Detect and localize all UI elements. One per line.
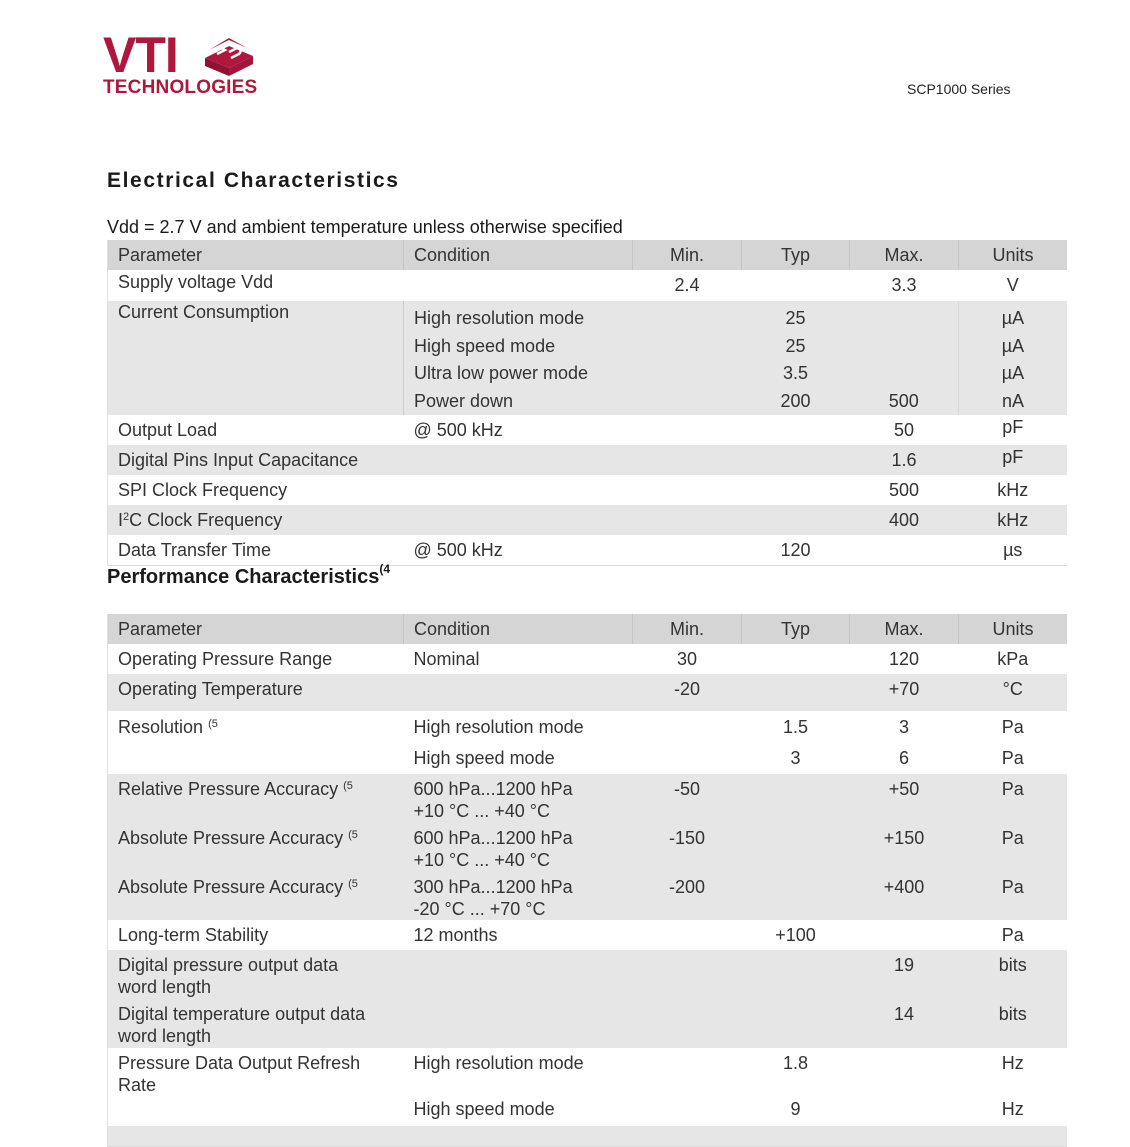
col-typ: Typ (742, 240, 850, 270)
cell-max: 120 (850, 644, 959, 674)
cell-parameter: Operating Temperature (108, 674, 404, 711)
units-line: µA (1001, 363, 1025, 383)
cell-max (850, 1126, 959, 1146)
cell-units: Pa (959, 711, 1068, 743)
cell-max: 400 (850, 505, 959, 535)
cell-typ: +100 (742, 920, 850, 950)
table-row (108, 999, 1068, 1048)
cell-max: +150 (850, 823, 959, 872)
col-max: Max. (850, 614, 959, 644)
cell-condition (404, 872, 633, 920)
cell-typ: 1.5 (742, 711, 850, 743)
param-line: word length (118, 977, 212, 997)
cell-units: bits (959, 950, 1068, 999)
cell-condition (404, 823, 633, 872)
cell-units: bits (959, 999, 1068, 1048)
cell-parameter: Current Consumption (108, 301, 404, 415)
param-prefix: I (118, 510, 124, 530)
electrical-note: Vdd = 2.7 V and ambient temperature unless otherwise specified (107, 217, 623, 237)
cell-parameter: Supply voltage Vdd (108, 270, 404, 301)
cell-units: Pa (959, 774, 1068, 823)
cell-units: Pa (959, 823, 1068, 872)
col-parameter: Parameter (108, 614, 404, 644)
cell-max (850, 301, 959, 415)
cell-parameter (108, 743, 404, 774)
cell-min (633, 711, 742, 743)
table-row (108, 270, 1068, 301)
cell-min: -150 (633, 823, 742, 872)
param-text: Absolute Pressure Accuracy (118, 828, 344, 848)
cell-max: +400 (850, 872, 959, 920)
condition-line: +10 °C ... +40 °C (413, 850, 550, 870)
cell-typ (742, 505, 850, 535)
table-row (108, 920, 1068, 950)
cell-condition: High speed mode (404, 743, 633, 774)
col-typ: Typ (742, 614, 850, 644)
table-row (108, 1048, 1068, 1096)
condition-line: -20 °C ... +70 °C (413, 899, 546, 919)
cell-parameter: Output Load (108, 415, 404, 445)
param-superscript: 2 (123, 511, 130, 523)
cell-condition: @ 500 kHz (404, 535, 633, 566)
cell-typ (742, 415, 850, 445)
cell-parameter (108, 1048, 404, 1096)
cell-min (633, 445, 742, 475)
table-header (108, 614, 1068, 644)
condition-line: 300 hPa...1200 hPa (413, 877, 573, 897)
cell-units: Pa (959, 920, 1068, 950)
param-text: Relative Pressure Accuracy (118, 779, 339, 799)
typ-line: 25 (785, 308, 806, 328)
cell-condition: 12 months (404, 920, 633, 950)
cell-max (850, 1048, 959, 1096)
typ-line: 3.5 (782, 363, 809, 383)
table-row (108, 950, 1068, 999)
cell-parameter (108, 774, 404, 823)
cell-parameter: Data Transfer Time (108, 535, 404, 566)
param-text: Resolution (118, 717, 204, 737)
col-min: Min. (633, 240, 742, 270)
table-row (108, 644, 1068, 674)
table-row (108, 475, 1068, 505)
cell-condition: @ 500 kHz (404, 415, 633, 445)
cell-typ: 3 (742, 743, 850, 774)
cell-min: -50 (633, 774, 742, 823)
cell-condition: High speed mode (404, 1096, 633, 1126)
cell-typ (742, 644, 850, 674)
cell-max: +50 (850, 774, 959, 823)
footnote-ref: (5 (348, 829, 358, 841)
cell-min (633, 535, 742, 566)
cell-min (633, 1048, 742, 1096)
param-line: Rate (118, 1075, 157, 1095)
footnote-ref: (5 (343, 780, 353, 792)
footnote-ref: (5 (348, 878, 358, 890)
cell-max: 3.3 (850, 270, 959, 301)
col-condition: Condition (404, 614, 633, 644)
cell-condition (404, 301, 633, 415)
param-text: C Clock Frequency (129, 510, 283, 530)
cell-min (633, 999, 742, 1048)
col-condition: Condition (404, 240, 633, 270)
performance-title (107, 562, 391, 589)
cell-max: 1.6 (850, 445, 959, 475)
series-label: SCP1000 Series (907, 81, 1011, 97)
electrical-title: Electrical Characteristics (107, 169, 400, 192)
cell-parameter: Operating Pressure Range (108, 644, 404, 674)
cell-min (633, 743, 742, 774)
performance-title-text: Performance Characteristics (107, 566, 380, 588)
cell-condition (404, 950, 633, 999)
cell-typ (742, 270, 850, 301)
cell-parameter (108, 711, 404, 743)
cell-units: kPa (959, 644, 1068, 674)
typ-line: 25 (785, 335, 806, 356)
cell-typ (742, 823, 850, 872)
cell-max: 3 (850, 711, 959, 743)
units-line: nA (1001, 390, 1025, 411)
cell-units: pF (959, 445, 1068, 475)
cell-typ (742, 950, 850, 999)
cell-parameter (108, 950, 404, 999)
footnote-ref: (4 (379, 562, 391, 576)
cell-min (633, 301, 742, 415)
table-row (108, 872, 1068, 920)
cell-typ (742, 1126, 850, 1146)
logo-subtext: TECHNOLOGIES (103, 77, 258, 98)
cell-min: 30 (633, 644, 742, 674)
condition-line: 600 hPa...1200 hPa (413, 779, 573, 799)
table-row (108, 743, 1068, 774)
col-min: Min. (633, 614, 742, 644)
table-row (108, 505, 1068, 535)
cell-parameter (108, 1096, 404, 1126)
cell-max (850, 1096, 959, 1126)
cell-typ (742, 475, 850, 505)
cell-parameter (108, 999, 404, 1048)
cell-parameter (108, 1126, 404, 1146)
cell-units (959, 301, 1068, 415)
cell-condition (404, 445, 633, 475)
table-row (108, 415, 1068, 445)
table-row (108, 535, 1068, 566)
table-row (108, 445, 1068, 475)
cell-min (633, 920, 742, 950)
cell-condition: High resolution mode (404, 1048, 633, 1096)
cell-max: 50 (850, 415, 959, 445)
cell-condition: Nominal (404, 644, 633, 674)
cell-min (633, 950, 742, 999)
cell-units: kHz (959, 475, 1068, 505)
col-max: Max. (850, 240, 959, 270)
cell-min (633, 505, 742, 535)
col-units: Units (959, 614, 1068, 644)
cell-min (633, 1096, 742, 1126)
cell-max: 14 (850, 999, 959, 1048)
footnote-ref: (5 (208, 718, 218, 730)
electrical-table (107, 240, 1067, 566)
cell-parameter (108, 505, 404, 535)
units-line: µA (1001, 308, 1025, 328)
condition-line: High speed mode (414, 335, 556, 356)
param-line: Digital temperature output data (118, 1004, 366, 1024)
cell-units: kHz (959, 505, 1068, 535)
cell-typ (742, 445, 850, 475)
logo-text: VTI (103, 27, 178, 83)
cell-max: +70 (850, 674, 959, 711)
cell-min (633, 475, 742, 505)
cell-max (850, 535, 959, 566)
cell-condition (404, 674, 633, 711)
condition-line: 600 hPa...1200 hPa (413, 828, 573, 848)
cell-parameter: Digital Pins Input Capacitance (108, 445, 404, 475)
cell-condition: High resolution mode (404, 711, 633, 743)
cell-typ (742, 674, 850, 711)
col-parameter: Parameter (108, 240, 404, 270)
cell-parameter (108, 823, 404, 872)
cell-condition (404, 774, 633, 823)
table-header (108, 240, 1068, 270)
cell-parameter: Long-term Stability (108, 920, 404, 950)
table-row (108, 774, 1068, 823)
param-line: word length (118, 1026, 212, 1046)
cell-typ: 1.8 (742, 1048, 850, 1096)
cell-units: Hz (959, 1096, 1068, 1126)
param-line: Pressure Data Output Refresh (118, 1053, 361, 1073)
cell-units: V (959, 270, 1068, 301)
cell-parameter: SPI Clock Frequency (108, 475, 404, 505)
table-row (108, 674, 1068, 711)
cell-typ: 120 (742, 535, 850, 566)
param-line: Digital pressure output data (118, 955, 339, 975)
cell-condition (404, 505, 633, 535)
cell-typ: 9 (742, 1096, 850, 1126)
col-units: Units (959, 240, 1068, 270)
cell-max: 6 (850, 743, 959, 774)
cell-min (633, 415, 742, 445)
table-row (108, 301, 1068, 415)
units-line: µA (1001, 335, 1025, 356)
cell-units: pF (959, 415, 1068, 445)
cell-min: -200 (633, 872, 742, 920)
cell-typ (742, 999, 850, 1048)
cell-units: Pa (959, 743, 1068, 774)
typ-line: 200 (780, 390, 811, 411)
cell-units: Hz (959, 1048, 1068, 1096)
condition-line: +10 °C ... +40 °C (413, 801, 550, 821)
table-row (108, 711, 1068, 743)
cell-units (959, 1126, 1068, 1146)
cell-condition (404, 999, 633, 1048)
cell-units: °C (959, 674, 1068, 711)
performance-table (107, 614, 1067, 1147)
param-text: Absolute Pressure Accuracy (118, 877, 344, 897)
cell-min: -20 (633, 674, 742, 711)
cell-typ (742, 872, 850, 920)
condition-line: High resolution mode (414, 308, 585, 328)
cell-units: Pa (959, 872, 1068, 920)
condition-line: Power down (414, 390, 514, 411)
cell-condition (404, 270, 633, 301)
cell-units: µs (959, 535, 1068, 566)
vti-logo (103, 27, 263, 100)
table-row (108, 823, 1068, 872)
cell-condition (404, 1126, 633, 1146)
cell-typ (742, 301, 850, 415)
cell-max: 500 (850, 475, 959, 505)
cell-typ (742, 774, 850, 823)
cell-parameter (108, 872, 404, 920)
cell-max (850, 920, 959, 950)
max-line: 500 (888, 390, 919, 411)
table-row (108, 1096, 1068, 1126)
cell-min: 2.4 (633, 270, 742, 301)
logo-chip-icon (203, 36, 255, 78)
cell-condition (404, 475, 633, 505)
cell-min (633, 1126, 742, 1146)
table-row-continued (108, 1126, 1068, 1146)
cell-max: 19 (850, 950, 959, 999)
condition-line: Ultra low power mode (414, 363, 589, 383)
